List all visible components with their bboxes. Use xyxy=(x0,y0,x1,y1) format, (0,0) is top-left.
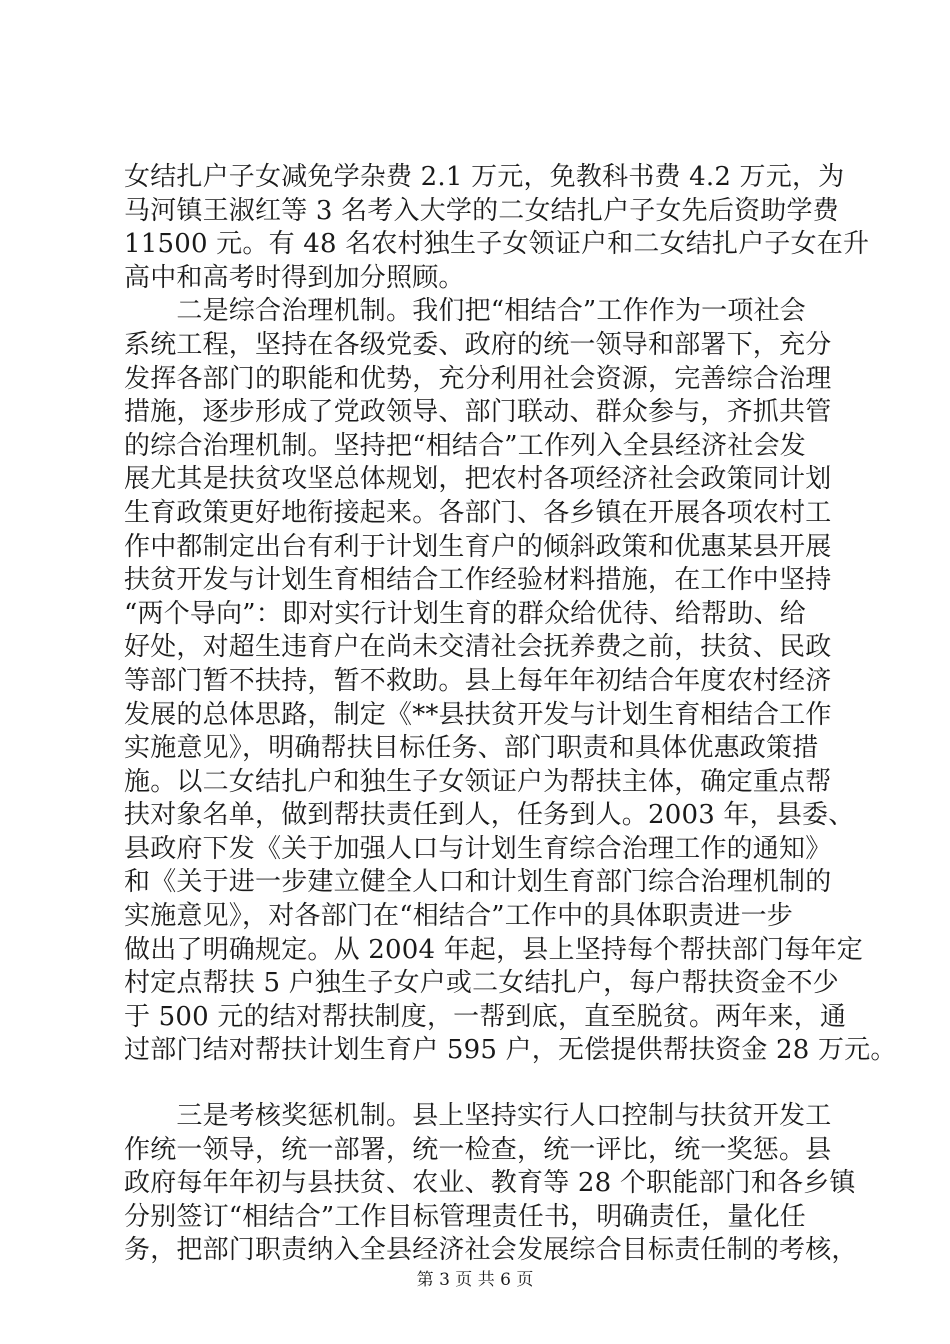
text-line: 于 500 元的结对帮扶制度，一帮到底，直至脱贫。两年来，通 xyxy=(124,1001,847,1032)
text-line: 和《关于进一步建立健全人口和计划生育部门综合治理机制的 xyxy=(124,867,832,898)
text-line: 施。以二女结扎户和独生子女领证户为帮扶主体，确定重点帮 xyxy=(124,766,832,797)
text-line: 扶贫开发与计划生育相结合工作经验材料措施，在工作中坚持 xyxy=(124,565,832,596)
text-line: 做出了明确规定。从 2004 年起，县上坚持每个帮扶部门每年定 xyxy=(124,934,863,965)
text-line: 女结扎户子女减免学杂费 2.1 万元，免教科书费 4.2 万元，为 xyxy=(124,162,845,192)
text-line: 好处，对超生违育户在尚未交清社会抚养费之前，扶贫、民政 xyxy=(124,632,832,663)
text-line: 二是综合治理机制。我们把“相结合”工作作为一项社会 xyxy=(124,296,806,327)
text-line: 高中和高考时得到加分照顾。 xyxy=(124,262,465,293)
text-line: 生育政策更好地衔接起来。各部门、各乡镇在开展各项农村工 xyxy=(124,497,832,528)
text-line: 过部门结对帮扶计划生育户 595 户，无偿提供帮扶资金 28 万元。 xyxy=(124,1035,897,1066)
paragraph xyxy=(124,295,897,1068)
text-line: 务，把部门职责纳入全县经济社会发展综合目标责任制的考核， xyxy=(124,1235,858,1266)
text-line: 政府每年年初与县扶贫、农业、教育等 28 个职能部门和各乡镇 xyxy=(124,1168,856,1199)
text-line: 系统工程，坚持在各级党委、政府的统一领导和部署下，充分 xyxy=(124,329,832,360)
paragraph xyxy=(124,1100,864,1268)
text-line: 村定点帮扶 5 户独生子女户或二女结扎户，每户帮扶资金不少 xyxy=(124,968,839,999)
text-line: 发挥各部门的职能和优势，充分利用社会资源，完善综合治理 xyxy=(124,363,832,394)
text-line: 等部门暂不扶持，暂不救助。县上每年年初结合年度农村经济 xyxy=(124,665,832,696)
text-line: 马河镇王淑红等 3 名考入大学的二女结扎户子女先后资助学费 xyxy=(124,195,839,226)
text-line: 扶对象名单，做到帮扶责任到人，任务到人。2003 年，县委、 xyxy=(124,800,855,831)
text-line: 的综合治理机制。坚持把“相结合”工作列入全县经济社会发 xyxy=(124,430,806,461)
text-line: 发展的总体思路，制定《**县扶贫开发与计划生育相结合工作 xyxy=(124,699,832,730)
text-line: 作中都制定出台有利于计划生育户的倾斜政策和优惠某县开展 xyxy=(124,531,832,562)
text-line: 措施，逐步形成了党政领导、部门联动、群众参与，齐抓共管 xyxy=(124,397,832,428)
document-body xyxy=(124,161,897,1268)
text-line: 作统一领导，统一部署，统一检查，统一评比，统一奖惩。县 xyxy=(124,1134,832,1165)
page-number-footer: 第 3 页 共 6 页 xyxy=(416,1270,534,1290)
text-line: 实施意见》，明确帮扶目标任务、部门职责和具体优惠政策措 xyxy=(124,733,819,764)
text-line: 三是考核奖惩机制。县上坚持实行人口控制与扶贫开发工 xyxy=(124,1101,832,1132)
text-line: 分别签订“相结合”工作目标管理责任书，明确责任，量化任 xyxy=(124,1201,806,1232)
text-line: 展尤其是扶贫攻坚总体规划，把农村各项经济社会政策同计划 xyxy=(124,464,832,495)
text-line: 县政府下发《关于加强人口与计划生育综合治理工作的通知》 xyxy=(124,833,832,864)
paragraph-gap xyxy=(124,1068,864,1100)
text-line: 实施意见》，对各部门在“相结合”工作中的具体职责进一步 xyxy=(124,901,793,932)
paragraph xyxy=(124,161,870,295)
text-line: 11500 元。有 48 名农村独生子女领证户和二女结扎户子女在升 xyxy=(124,229,870,260)
text-line: “两个导向”：即对实行计划生育的群众给优待、给帮助、给 xyxy=(124,598,806,629)
